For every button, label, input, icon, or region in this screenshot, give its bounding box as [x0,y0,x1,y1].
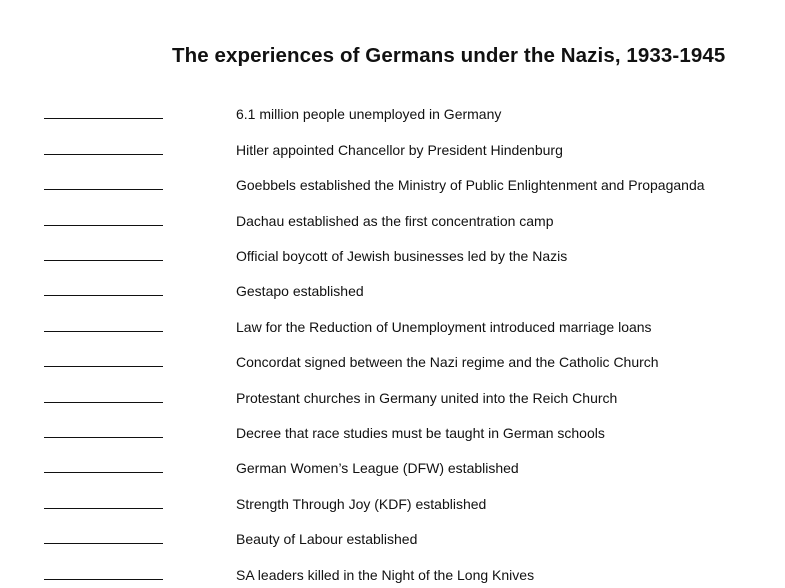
date-answer-blank[interactable] [44,508,163,509]
worksheet-title: The experiences of Germans under the Nazis, 1933-1945 [172,44,726,67]
list-item [0,282,785,310]
list-item [0,318,785,346]
list-item [0,247,785,275]
list-item [0,389,785,417]
date-answer-blank[interactable] [44,331,163,332]
event-text: SA leaders killed in the Night of the Long Knives [236,567,535,583]
list-item [0,105,785,133]
event-text: Dachau established as the first concentration camp [236,213,554,229]
event-text: Decree that race studies must be taught in German schools [236,425,605,441]
event-text: Official boycott of Jewish businesses led by the Nazis [236,248,568,264]
event-text: Protestant churches in Germany united into the Reich Church [236,390,618,406]
event-text: Beauty of Labour established [236,531,418,547]
list-item [0,459,785,487]
date-answer-blank[interactable] [44,579,163,580]
event-text: German Women’s League (DFW) established [236,460,519,476]
event-text: Law for the Reduction of Unemployment introduced marriage loans [236,319,652,335]
list-item [0,495,785,523]
list-item [0,566,785,588]
list-item [0,212,785,240]
date-answer-blank[interactable] [44,154,163,155]
date-answer-blank[interactable] [44,366,163,367]
event-text: 6.1 million people unemployed in Germany [236,106,502,122]
list-item [0,353,785,381]
date-answer-blank[interactable] [44,543,163,544]
event-text: Gestapo established [236,283,364,299]
date-answer-blank[interactable] [44,118,163,119]
date-answer-blank[interactable] [44,402,163,403]
event-text: Goebbels established the Ministry of Public Enlightenment and Propaganda [236,177,705,193]
list-item [0,424,785,452]
date-answer-blank[interactable] [44,295,163,296]
event-text: Hitler appointed Chancellor by President Hindenburg [236,142,563,158]
list-item [0,141,785,169]
date-answer-blank[interactable] [44,225,163,226]
event-text: Concordat signed between the Nazi regime and the Catholic Church [236,354,659,370]
list-item [0,530,785,558]
date-answer-blank[interactable] [44,260,163,261]
list-item [0,176,785,204]
date-answer-blank[interactable] [44,472,163,473]
date-answer-blank[interactable] [44,437,163,438]
date-answer-blank[interactable] [44,189,163,190]
event-text: Strength Through Joy (KDF) established [236,496,487,512]
